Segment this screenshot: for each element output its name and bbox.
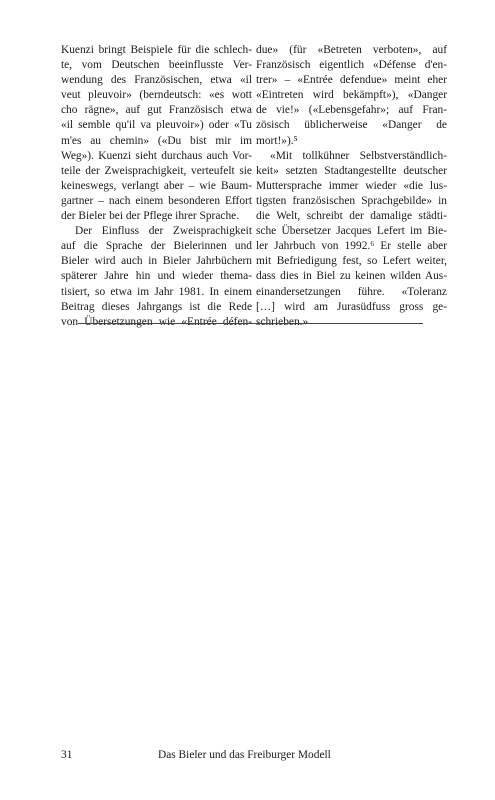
text-line: due» (für «Betreten verboten», auf [256,44,447,56]
text-line: tigsten französischen Sprachgebilde» in [256,194,447,207]
text-line: gartner – nach einem besonderen Effort [61,194,252,207]
text-line: einandersetzungen führe. «Toleranz [256,285,447,298]
text-line: der Bieler bei der Pflege ihrer Sprache. [61,210,240,223]
text-line: keineswegs, verlangt aber – wie Baum- [61,179,252,192]
text-line: mort!»).⁵ [256,134,298,147]
paragraph-start-line: «Mit tollkühner Selbstverständlich- [270,149,447,162]
text-line: dass dies in Biel zu keinen wilden Aus- [256,270,447,283]
text-line: veut pleuvoir» (berndeutsch: «es wott [61,89,252,102]
text-line: «il semble qu'il va pleuvoir») oder «Tu [61,119,252,132]
text-line: Bieler wird auch in Bieler Jahrbüchern [61,255,252,268]
text-line: von Übersetzungen wie «Entrée défen- [61,315,252,328]
right-text-column [256,43,447,330]
page-number: 31 [61,749,73,761]
text-line: «Eintreten wird bekämpft»), «Danger [256,89,447,102]
text-line: mit Befriedigung fest, so Lefert weiter, [256,255,447,268]
text-line: te, vom Deutschen beeinflusste Ver- [61,59,252,72]
text-line: Muttersprache immer wieder «die lus- [256,179,447,192]
text-line: die Welt, schreibt der damalige städti- [256,210,447,223]
text-line: auf die Sprache der Bielerinnen und [61,240,252,253]
text-line: schrieben.» [256,315,309,328]
text-line: […] wird am Jurasüdfuss gross ge- [256,300,447,313]
text-line: Beitrag dieses Jahrgangs ist die Rede [61,300,252,313]
text-line: de vie!» («Lebensgefahr»; auf Fran- [256,104,447,117]
text-line: Kuenzi bringt Beispiele für die schlech- [61,44,252,56]
text-line: wendung des Französischen, etwa «il [61,74,252,87]
text-line: Weg»). Kuenzi sieht durchaus auch Vor- [61,149,252,162]
text-line: tisiert, so etwa im Jahr 1981. In einem [61,285,252,298]
text-line: cho rägne», auf gut Französisch etwa [61,104,252,117]
text-line: späterer Jahre hin und wieder thema- [61,270,252,283]
text-line: Französisch eigentlich «Défense d'en- [256,59,447,72]
text-line: sche Übersetzer Jacques Lefert im Bie- [256,225,447,238]
text-line: ler Jahrbuch von 1992.⁶ Er stelle aber [256,240,447,253]
left-text-column [61,43,252,330]
text-line: zösisch üblicherweise «Danger de [256,119,447,132]
text-line: trer» – «Entrée defendue» meint eher [256,74,447,87]
running-title: Das Bieler und das Freiburger Modell [158,749,331,761]
text-line: m'es au chemin» («Du bist mir im [61,134,252,147]
text-line: teile der Zweisprachigkeit, verteufelt sie [61,164,252,177]
paragraph-start-line: Der Einfluss der Zweisprachigkeit [75,225,252,238]
text-line: keit» setzten Stadtangestellte deutscher [256,164,447,177]
footnote-separator-rule [78,323,423,324]
